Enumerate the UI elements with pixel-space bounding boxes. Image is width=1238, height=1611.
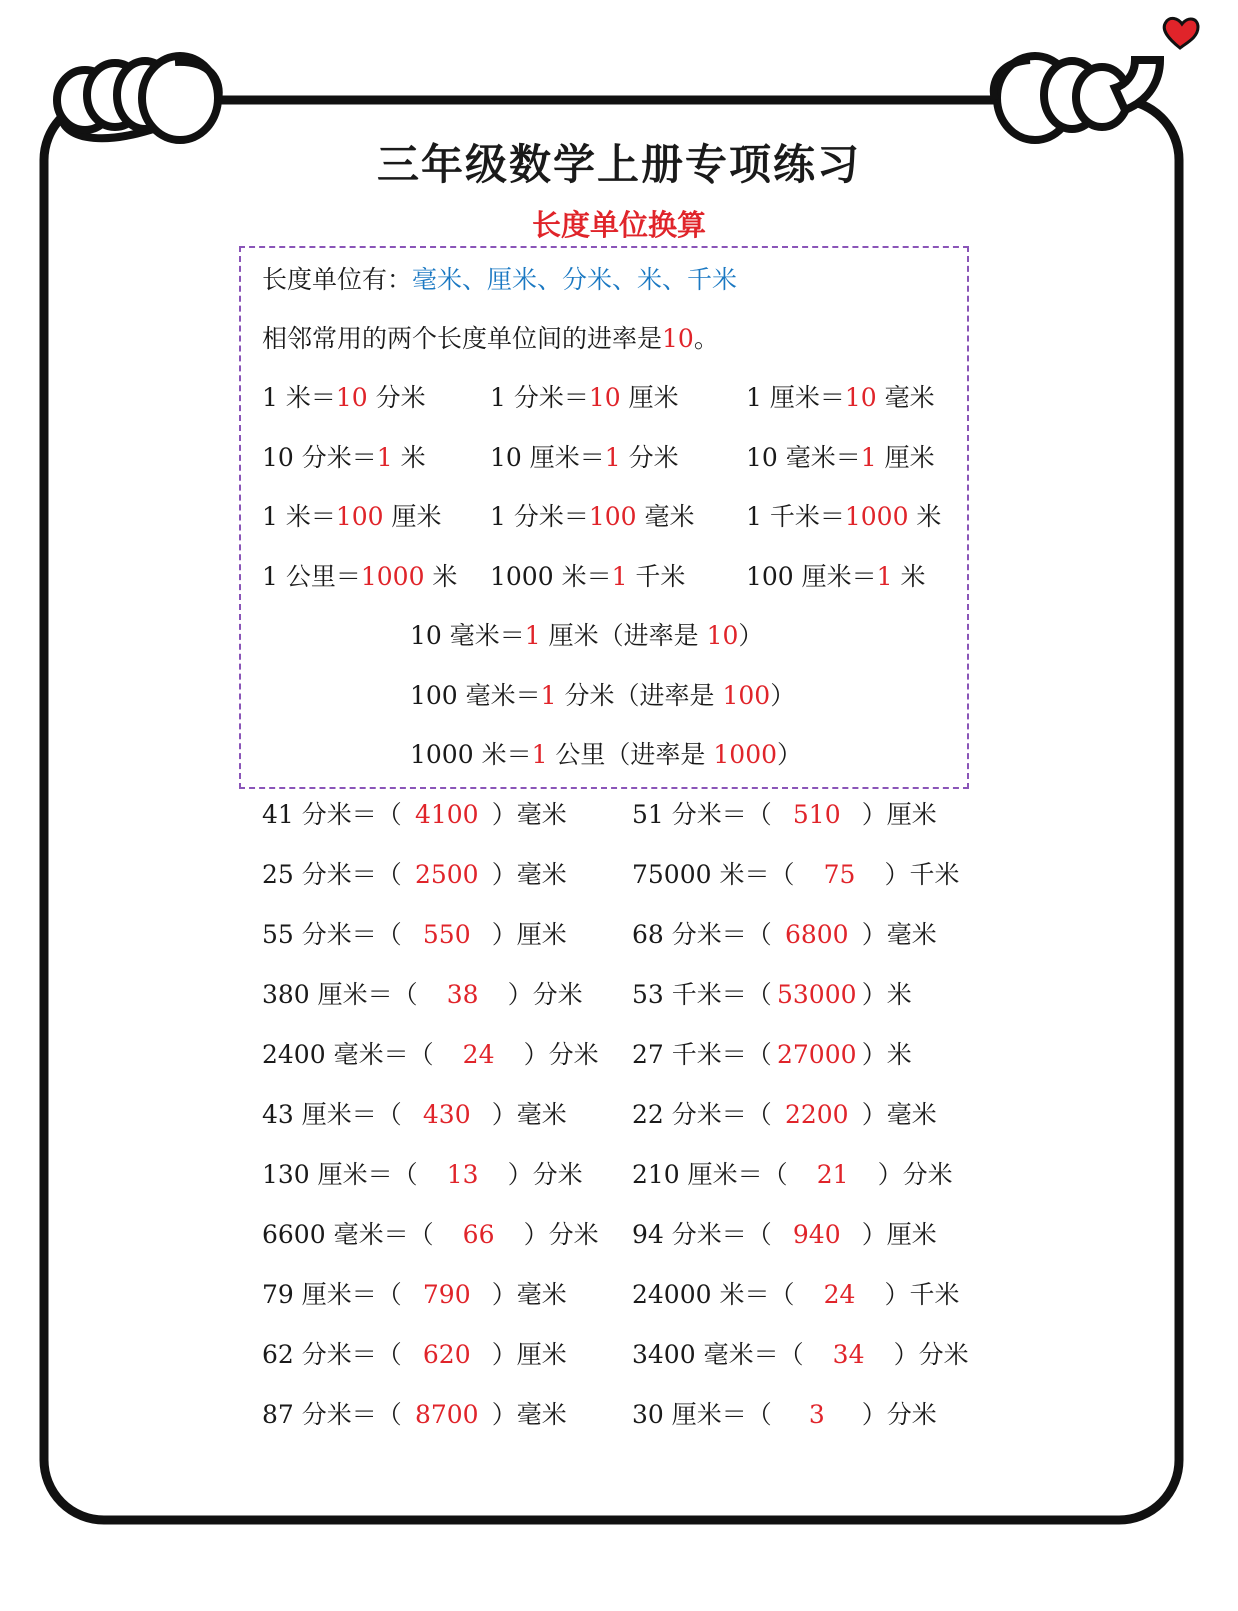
exercise-answer: 2500 <box>414 860 479 889</box>
rate-line-rate: 100 <box>722 681 771 710</box>
exercise-unit: ）分米 <box>507 1160 583 1189</box>
rate-line <box>262 324 719 354</box>
rate-line-item <box>410 740 802 770</box>
exercise-item <box>632 1400 937 1430</box>
right-hand-decoration <box>994 56 1160 140</box>
exercise-unit: ）米 <box>861 1040 912 1069</box>
exercise-unit: ）分米 <box>523 1040 599 1069</box>
exercise-answer: 21 <box>816 1160 849 1189</box>
exercise-question: 94 分米＝（ <box>632 1220 772 1249</box>
conversion-value: 1000 <box>360 562 425 591</box>
exercise-unit: ）厘米 <box>861 800 937 829</box>
exercise-question: 25 分米＝（ <box>262 860 402 889</box>
exercise-question: 130 厘米＝（ <box>262 1160 418 1189</box>
exercise-item <box>262 1160 583 1190</box>
rate-line-mid: 厘米（进率是 <box>540 621 707 650</box>
exercise-item <box>632 920 937 950</box>
exercise-answer: 3 <box>808 1400 825 1429</box>
conversion-item <box>746 443 935 473</box>
exercise-question: 62 分米＝（ <box>262 1340 402 1369</box>
exercise-unit: ）厘米 <box>491 1340 567 1369</box>
exercise-unit: ）千米 <box>884 860 960 889</box>
conversion-value: 10 <box>335 383 368 412</box>
exercise-unit: ）毫米 <box>491 1280 567 1309</box>
exercise-unit: ）分米 <box>507 980 583 1009</box>
exercise-answer: 53000 <box>777 980 857 1009</box>
conversion-unit: 米 <box>424 562 458 591</box>
exercise-question: 30 厘米＝（ <box>632 1400 772 1429</box>
exercise-answer: 2200 <box>784 1100 849 1129</box>
exercise-item <box>262 1400 567 1430</box>
conversion-lhs: 10 分米＝ <box>262 443 377 472</box>
rate-line-value: 1 <box>524 621 541 650</box>
exercise-item <box>632 860 960 890</box>
exercise-unit: ）毫米 <box>861 1100 937 1129</box>
exercise-item <box>632 1340 969 1370</box>
exercise-answer: 13 <box>446 1160 479 1189</box>
exercise-answer: 620 <box>422 1340 471 1369</box>
page-title: 三年级数学上册专项练习 <box>376 140 861 189</box>
exercise-item <box>262 1220 599 1250</box>
exercise-unit: ）米 <box>861 980 912 1009</box>
units-label: 长度单位有： <box>262 265 413 294</box>
conversion-unit: 毫米 <box>636 502 695 531</box>
exercise-question: 53 千米＝（ <box>632 980 772 1009</box>
conversion-value: 100 <box>335 502 384 531</box>
conversion-item <box>490 383 679 413</box>
exercise-question: 79 厘米＝（ <box>262 1280 402 1309</box>
conversion-lhs: 100 厘米＝ <box>746 562 877 591</box>
exercise-unit: ）毫米 <box>491 800 567 829</box>
conversion-value: 100 <box>588 502 637 531</box>
conversion-item <box>262 502 442 532</box>
conversion-item <box>262 383 426 413</box>
exercise-item <box>262 1040 599 1070</box>
conversion-item <box>490 443 679 473</box>
conversion-value: 1 <box>611 562 628 591</box>
conversion-unit: 分米 <box>367 383 426 412</box>
exercise-question: 68 分米＝（ <box>632 920 772 949</box>
rate-line-mid: 公里（进率是 <box>547 740 714 769</box>
exercise-unit: ）厘米 <box>491 920 567 949</box>
exercise-unit: ）千米 <box>884 1280 960 1309</box>
rate-line-lhs: 100 毫米＝ <box>410 681 541 710</box>
exercise-question: 210 厘米＝（ <box>632 1160 788 1189</box>
exercise-question: 41 分米＝（ <box>262 800 402 829</box>
rate-line-mid: 分米（进率是 <box>556 681 723 710</box>
exercise-answer: 550 <box>422 920 471 949</box>
units-list: 毫米、厘米、分米、米、千米 <box>412 265 738 294</box>
conversion-item <box>490 502 695 532</box>
rate-value: 10 <box>662 324 694 353</box>
conversion-lhs: 1000 米＝ <box>490 562 612 591</box>
exercise-question: 55 分米＝（ <box>262 920 402 949</box>
exercise-question: 75000 米＝（ <box>632 860 795 889</box>
exercise-question: 87 分米＝（ <box>262 1400 402 1429</box>
conversion-lhs: 1 千米＝ <box>746 502 845 531</box>
conversion-unit: 千米 <box>627 562 686 591</box>
rate-line-end: ） <box>770 681 796 710</box>
exercise-item <box>632 1220 937 1250</box>
exercise-question: 380 厘米＝（ <box>262 980 418 1009</box>
exercise-question: 6600 毫米＝（ <box>262 1220 434 1249</box>
exercise-answer: 27000 <box>777 1040 857 1069</box>
conversion-item <box>746 502 941 532</box>
exercise-answer: 510 <box>792 800 841 829</box>
exercise-unit: ）分米 <box>877 1160 953 1189</box>
rate-line-lhs: 1000 米＝ <box>410 740 532 769</box>
exercise-item <box>262 980 583 1010</box>
rate-line-rate: 10 <box>706 621 739 650</box>
conversion-lhs: 10 毫米＝ <box>746 443 861 472</box>
exercise-unit: ）毫米 <box>491 1400 567 1429</box>
conversion-lhs: 1 分米＝ <box>490 502 589 531</box>
conversion-lhs: 1 米＝ <box>262 383 336 412</box>
exercise-unit: ）分米 <box>893 1340 969 1369</box>
conversion-lhs: 1 分米＝ <box>490 383 589 412</box>
conversion-value: 10 <box>588 383 621 412</box>
exercise-item <box>632 1280 960 1310</box>
rate-line-lhs: 10 毫米＝ <box>410 621 525 650</box>
exercise-unit: ）毫米 <box>491 1100 567 1129</box>
units-line <box>262 265 737 295</box>
rate-line-value: 1 <box>531 740 548 769</box>
exercise-answer: 8700 <box>414 1400 479 1429</box>
rate-line-rate: 1000 <box>713 740 778 769</box>
page-subtitle: 长度单位换算 <box>531 208 706 242</box>
exercise-unit: ）毫米 <box>861 920 937 949</box>
conversion-unit: 厘米 <box>876 443 935 472</box>
exercise-item <box>262 860 567 890</box>
exercise-item <box>262 1100 567 1130</box>
exercise-unit: ）分米 <box>523 1220 599 1249</box>
exercise-answer: 66 <box>462 1220 495 1249</box>
exercise-question: 51 分米＝（ <box>632 800 772 829</box>
conversion-lhs: 1 米＝ <box>262 502 336 531</box>
rate-text: 相邻常用的两个长度单位间的进率是 <box>262 324 663 353</box>
exercise-question: 27 千米＝（ <box>632 1040 772 1069</box>
exercise-answer: 24 <box>823 1280 856 1309</box>
conversion-unit: 米 <box>908 502 942 531</box>
conversion-unit: 厘米 <box>620 383 679 412</box>
exercise-answer: 4100 <box>414 800 479 829</box>
exercise-question: 24000 米＝（ <box>632 1280 795 1309</box>
exercise-item <box>262 1340 567 1370</box>
conversion-lhs: 1 公里＝ <box>262 562 361 591</box>
exercise-question: 22 分米＝（ <box>632 1100 772 1129</box>
exercise-answer: 75 <box>823 860 856 889</box>
rate-line-end: ） <box>777 740 803 769</box>
conversion-item <box>262 443 426 473</box>
conversion-item <box>490 562 685 592</box>
rate-line-end: ） <box>738 621 764 650</box>
exercise-item <box>632 1040 912 1070</box>
exercise-unit: ）毫米 <box>491 860 567 889</box>
exercise-unit: ）厘米 <box>861 1220 937 1249</box>
exercise-answer: 430 <box>422 1100 471 1129</box>
exercise-answer: 38 <box>446 980 479 1009</box>
conversion-unit: 米 <box>892 562 926 591</box>
exercise-item <box>262 920 567 950</box>
exercise-item <box>262 1280 567 1310</box>
conversion-unit: 分米 <box>620 443 679 472</box>
exercise-answer: 790 <box>422 1280 471 1309</box>
conversion-lhs: 10 厘米＝ <box>490 443 605 472</box>
conversion-value: 1 <box>876 562 893 591</box>
exercise-answer: 6800 <box>784 920 849 949</box>
conversion-item <box>746 562 926 592</box>
conversion-value: 1000 <box>844 502 909 531</box>
conversion-item <box>262 562 457 592</box>
conversion-unit: 米 <box>392 443 426 472</box>
exercise-item <box>262 800 567 830</box>
rate-end: 。 <box>693 324 719 353</box>
conversion-unit: 厘米 <box>383 502 442 531</box>
rate-line-value: 1 <box>540 681 557 710</box>
exercise-answer: 24 <box>462 1040 495 1069</box>
conversion-lhs: 1 厘米＝ <box>746 383 845 412</box>
exercise-question: 2400 毫米＝（ <box>262 1040 434 1069</box>
heart-icon <box>1164 18 1198 48</box>
exercise-item <box>632 1160 953 1190</box>
exercise-unit: ）分米 <box>861 1400 937 1429</box>
conversion-item <box>746 383 935 413</box>
rate-line-item <box>410 621 763 651</box>
left-hand-decoration <box>57 56 219 140</box>
exercise-answer: 940 <box>792 1220 841 1249</box>
exercise-item <box>632 980 912 1010</box>
conversion-value: 1 <box>376 443 393 472</box>
exercise-question: 3400 毫米＝（ <box>632 1340 804 1369</box>
conversion-unit: 毫米 <box>876 383 935 412</box>
conversion-value: 10 <box>844 383 877 412</box>
conversion-value: 1 <box>860 443 877 472</box>
exercise-item <box>632 1100 937 1130</box>
exercise-item <box>632 800 937 830</box>
conversion-value: 1 <box>604 443 621 472</box>
rate-line-item <box>410 681 795 711</box>
exercise-question: 43 厘米＝（ <box>262 1100 402 1129</box>
exercise-answer: 34 <box>832 1340 865 1369</box>
